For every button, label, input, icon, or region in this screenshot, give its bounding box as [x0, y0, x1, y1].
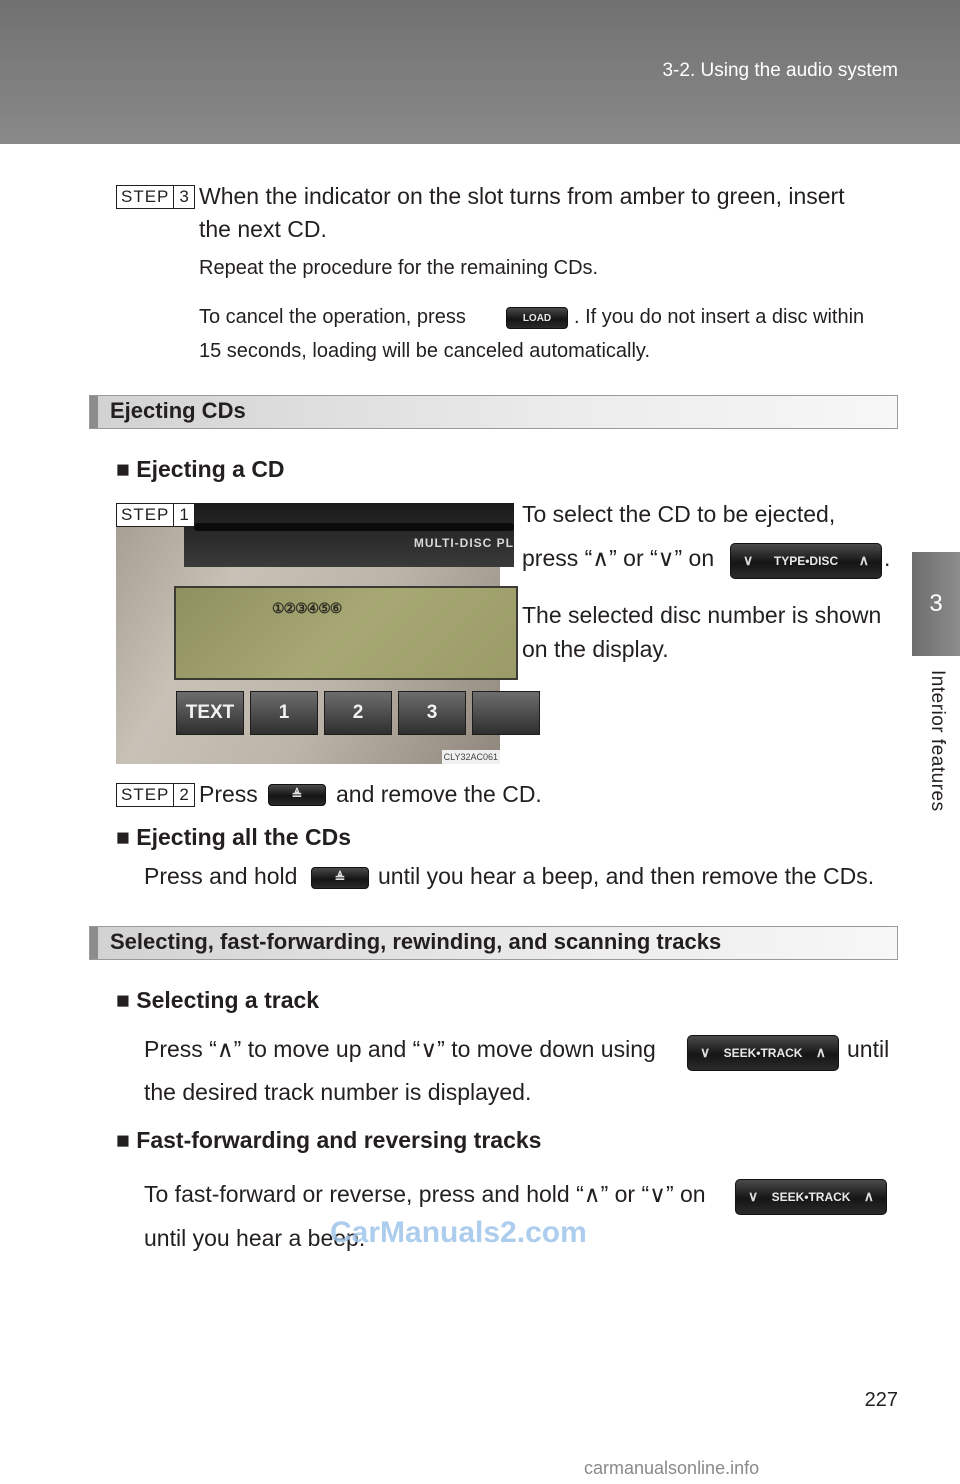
step2-text-a: Press — [199, 781, 258, 807]
preset-keys — [176, 691, 540, 735]
step3-text-line2: the next CD. — [199, 216, 327, 242]
select-track-text-a: Press “∧” to move up and “∨” to move down using — [144, 1036, 656, 1062]
subhead-fast-forward: ■ Fast-forwarding and reversing tracks — [116, 1127, 542, 1153]
chapter-title: 3-2. Using the audio system — [662, 60, 898, 81]
seek-track-button[interactable]: ∨ SEEK•TRACK ∧ — [687, 1035, 839, 1071]
preset-key-1: 1 — [250, 691, 318, 735]
step-badge-3: STEP 3 — [116, 185, 195, 209]
chevron-down-icon: ∨ — [748, 1188, 759, 1205]
section-title: Ejecting CDs — [110, 398, 246, 423]
eject-icon: ≜ — [291, 787, 303, 802]
chevron-down-icon: ∨ — [700, 1044, 711, 1061]
step2-text-b: and remove the CD. — [336, 781, 542, 807]
section-title: Selecting, fast-forwarding, rewinding, and scanning tracks — [110, 929, 722, 954]
type-disc-button[interactable]: ∨ TYPE•DISC ∧ — [730, 543, 882, 579]
load-button[interactable]: LOAD — [506, 307, 568, 329]
step3-text-line1: When the indicator on the slot turns from amber to green, insert — [199, 183, 845, 209]
cancel-note-c: 15 seconds, loading will be canceled automatically. — [199, 340, 651, 362]
watermark: CarManuals2.com — [330, 1216, 587, 1249]
chevron-up-icon: ∧ — [858, 552, 869, 569]
chapter-tab — [912, 656, 960, 1076]
step-badge-1: STEP 1 — [116, 503, 195, 527]
cancel-note-a: To cancel the operation, press — [199, 306, 466, 328]
preset-key-3: 3 — [398, 691, 466, 735]
section-ejecting-cds — [89, 395, 898, 429]
chevron-up-icon: ∧ — [863, 1188, 874, 1205]
unit-model-label: MULTI-DISC PL — [413, 536, 514, 550]
eject-all-text-a: Press and hold — [144, 863, 298, 889]
chevron-down-icon: ∨ — [743, 552, 754, 569]
eject-all-button[interactable] — [311, 867, 369, 889]
step1-line1: To select the CD to be ejected, — [522, 501, 836, 527]
eject-button[interactable] — [268, 784, 326, 806]
select-track-text-b: until — [847, 1036, 890, 1062]
chapter-tab-number: 3 — [912, 552, 960, 656]
page-number: 227 — [864, 1389, 898, 1411]
seek-track-button-2[interactable]: ∨ SEEK•TRACK ∧ — [735, 1179, 887, 1215]
text-key: TEXT — [176, 691, 244, 735]
select-track-text-c: the desired track number is displayed. — [144, 1079, 532, 1105]
ff-text-b: until you hear a beep. — [144, 1225, 366, 1251]
page-header — [0, 0, 960, 144]
step1-line3: The selected disc number is shown — [522, 602, 882, 628]
chapter-tab-label: Interior features — [927, 670, 948, 812]
cd-slot — [194, 523, 514, 531]
eject-all-text-b: until you hear a beep, and then remove the CDs. — [378, 863, 875, 889]
step3-note: Repeat the procedure for the remaining CDs. — [199, 257, 599, 279]
cd-slot-panel — [184, 503, 514, 567]
illustration-code: CLY32AC061 — [443, 752, 498, 762]
lcd-display — [174, 586, 518, 680]
chevron-up-icon: ∧ — [815, 1044, 826, 1061]
preset-key-2: 2 — [324, 691, 392, 735]
step-badge-2: STEP 2 — [116, 783, 195, 807]
step1-line2a: press “∧” or “∨” on — [522, 545, 715, 571]
preset-key-4 — [472, 691, 540, 735]
eject-icon: ≜ — [334, 870, 346, 885]
audio-unit-illustration — [116, 503, 514, 764]
footer-url: carmanualsonline.info — [584, 1458, 760, 1478]
subhead-ejecting-a-cd: ■ Ejecting a CD — [116, 456, 285, 482]
subhead-selecting-track: ■ Selecting a track — [116, 987, 320, 1013]
ff-text-a: To fast-forward or reverse, press and hold “∧” or “∨” on — [144, 1181, 706, 1207]
disc-indicators: ①②③④⑤⑥ — [272, 600, 342, 616]
step1-line2b: . — [884, 545, 891, 571]
section-tracks — [89, 926, 898, 960]
subhead-ejecting-all: ■ Ejecting all the CDs — [116, 824, 351, 850]
step1-line4: on the display. — [522, 636, 669, 662]
cancel-note-b: . If you do not insert a disc within — [574, 306, 865, 328]
